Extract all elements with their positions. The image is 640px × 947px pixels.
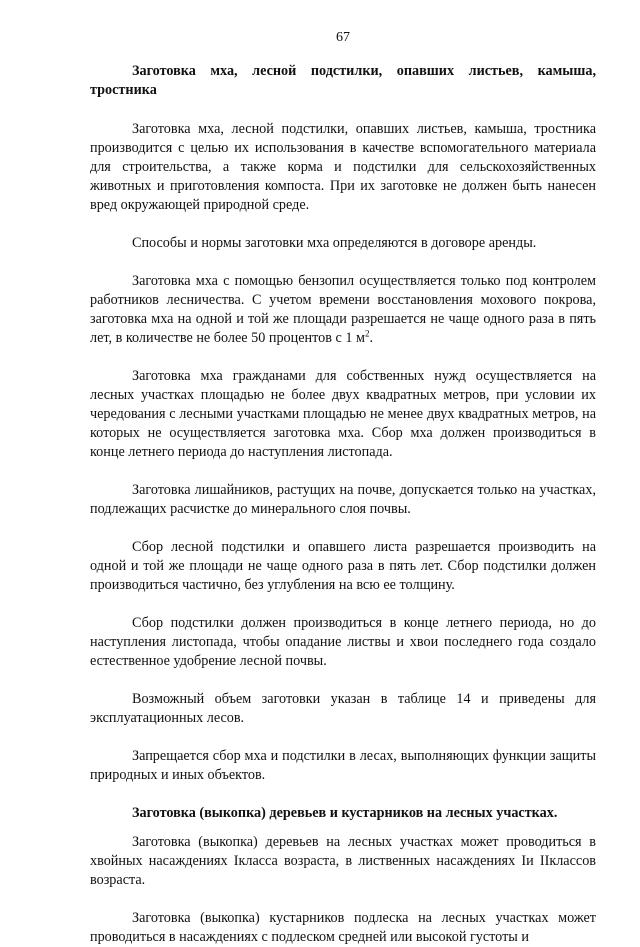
paragraph-5: Заготовка лишайников, растущих на почве, допускается только на участках, подлежащих расчистке до минерального слоя почвы. xyxy=(90,482,596,517)
paragraph-1: Заготовка мха, лесной подстилки, опавших листьев, камыша, тростника производится с целью их использования в качестве вспомогательного материала для строительства, а также корма и подстилки для сельскохозяйственных животных и приготовления компоста. При их заготовке не должен быть нанесен вред окружающей природной среде. xyxy=(90,121,596,213)
page-number: 67 xyxy=(336,30,350,45)
superscript-2: 2 xyxy=(364,328,370,339)
paragraph-6: Сбор лесной подстилки и опавшего листа разрешается производить на одной и той же площади не чаще одного раза в пять лет. Сбор подстилки должен производиться частично, без углубления на всю ее толщину. xyxy=(90,539,596,593)
section-heading-trees: Заготовка (выкопка) деревьев и кустарников на лесных участках. xyxy=(132,805,558,821)
paragraph-7: Сбор подстилки должен производиться в конце летнего периода, но до наступления листопада, чтобы опадание листвы и хвои последнего года создало естественное удобрение лесной почвы. xyxy=(90,615,596,669)
paragraph-3 xyxy=(90,272,596,348)
paragraph-4: Заготовка мха гражданами для собственных нужд осуществляется на лесных участках площадью не более двух квадратных метров, при условии их чередования с лесными участками площадью не менее двух квадратных метров, на которых не осуществляется заготовка мха. Сбор мха должен производиться в конце летнего периода до наступления листопада. xyxy=(90,368,596,460)
paragraph-2: Способы и нормы заготовки мха определяются в договоре аренды. xyxy=(132,235,537,251)
paragraph-3-end: . xyxy=(369,330,373,346)
paragraph-11: Заготовка (выкопка) кустарников подлеска на лесных участках может проводиться в насаждениях с подлеском средней или высокой густоты и xyxy=(90,910,596,945)
section-heading-moss: Заготовка мха, лесной подстилки, опавших листьев, камыша, тростника xyxy=(90,63,596,98)
paragraph-9: Запрещается сбор мха и подстилки в лесах, выполняющих функции защиты природных и иных объектов. xyxy=(90,748,596,783)
paragraph-8: Возможный объем заготовки указан в таблице 14 и приведены для эксплуатационных лесов. xyxy=(90,691,596,726)
paragraph-3-text: Заготовка мха с помощью бензопил осуществляется только под контролем работников лесничества. С учетом времени восстановления мохового покрова, заготовка мха на одной и той же площади разрешается не чаще одного раза в пять лет, в количестве не более 50 процентов с 1 м xyxy=(90,273,596,346)
paragraph-10: Заготовка (выкопка) деревьев на лесных участках может проводиться в хвойных насаждениях Iкласса возраста, в лиственных насаждениях Iи IIклассов возраста. xyxy=(90,834,596,888)
